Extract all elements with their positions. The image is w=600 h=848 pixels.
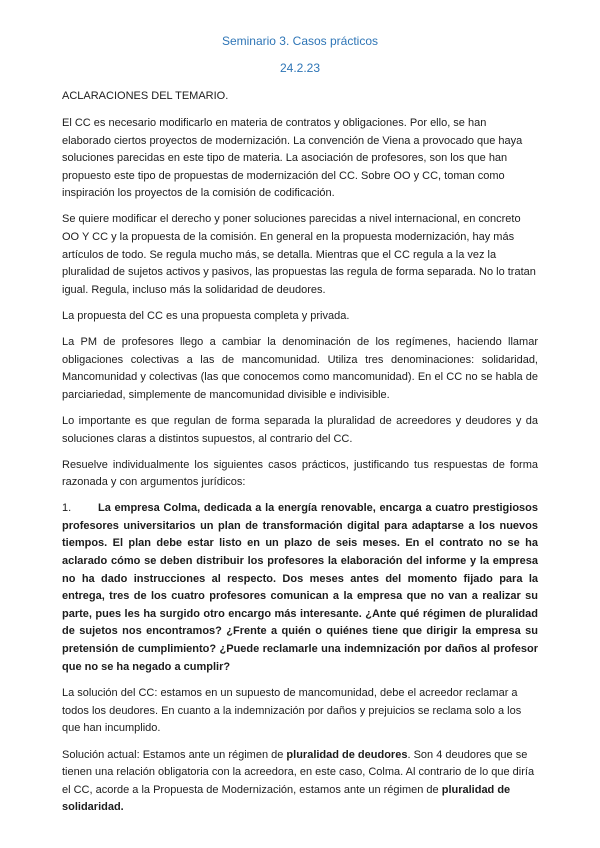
document-page <box>62 34 538 825</box>
solution-actual-text-1: Solución actual: Estamos ante un régimen de <box>62 748 287 761</box>
paragraph-regulation: Lo importante es que regulan de forma separada la pluralidad de acreedores y deudores y da soluciones claras a distintos supuestos, al contrario del CC. <box>62 414 538 445</box>
section-heading: ACLARACIONES DEL TEMARIO. <box>62 90 229 102</box>
case-text: La empresa Colma, dedicada a la energía renovable, encarga a cuatro prestigiosos profesores universitarios un plan de transformación digital para adaptarse a los nuevos tiempos. El plan debe estar listo en un plazo de seis meses. En el contrato no se ha aclarado cómo se deben distribuir los profesores la elaboración del informe y la empresa no ha dado instrucciones al respecto. Dos meses antes del momento fijado para la entrega, tres de los cuatro profesores comunican a la empresa que no van a realizar su parte, pues les ha surgido otro encargo más interesante. ¿Ante qué régimen de pluralidad de sujetos nos encontramos? ¿Frente a quién o quiénes tiene que dirigir la empresa su pretensión de cumplimiento? ¿Puede reclamarle una indemnización por daños al profesor que no se ha negado a cumplir? <box>62 502 538 673</box>
document-title: Seminario 3. Casos prácticos <box>221 34 379 48</box>
solution-actual-bold-2: pluralidad de solidaridad. <box>62 783 511 814</box>
solution-actual-bold-1: pluralidad de deudores <box>286 748 408 761</box>
paragraph-pm-profesores: La PM de profesores llego a cambiar la denominación de los regímenes, haciendo llamar obligaciones colectivas a las de mancomunidad. Utiliza tres denominaciones: solidaridad, Mancomunidad y colectivas (las que conocemos como mancomunidad). En el CC no se habla de parciariedad, simplemente de mancomunidad divisible e indivisible. <box>62 336 538 401</box>
paragraph-international: Se quiere modificar el derecho y poner soluciones parecidas a nivel internacional, en concreto OO Y CC y la propuesta de la comisión. En general en la propuesta modernización, hay más artículos de todo. Se regula mucho más, se detalla. Mientras que el CC regula a la vez la pluralidad de sujetos activos y pasivos, las propuestas las regula de forma separada. No lo tratan igual. Regula, incluso más la solidaridad de deudores. <box>62 213 536 296</box>
document-date: 24.2.23 <box>279 61 321 75</box>
solution-actual-text-2: . Son 4 deudores que se tienen una relación obligatoria con la acreedora, en este caso, Colma. Al contrario de lo que diría el CC, acorde a la Propuesta de Modernización, estamos ante un régimen de <box>62 748 535 796</box>
solution-actual <box>62 747 538 817</box>
case-number: 1. <box>62 502 72 515</box>
paragraph-instructions: Resuelve individualmente los siguientes casos prácticos, justificando tus respuestas de forma razonada y con argumentos jurídicos: <box>62 458 538 489</box>
case-practico-1 <box>62 500 538 676</box>
paragraph-modernization: El CC es necesario modificarlo en materia de contratos y obligaciones. Por ello, se han elaborado ciertos proyectos de modernización. La convención de Viena a provocado que haya soluciones parecidas en este tipo de materia. La asociación de profesores, son los que han propuesto este tipo de propuestas de modernización del CC. Sobre OO y CC, toman como inspiración los proyectos de la comisión de codificación. <box>62 117 523 200</box>
solution-cc: La solución del CC: estamos en un supuesto de mancomunidad, debe el acreedor reclamar a todos los deudores. En cuanto a la indemnización por daños y prejuicios se reclama solo a los que han incumplido. <box>62 687 522 735</box>
paragraph-proposal: La propuesta del CC es una propuesta completa y privada. <box>62 309 350 322</box>
